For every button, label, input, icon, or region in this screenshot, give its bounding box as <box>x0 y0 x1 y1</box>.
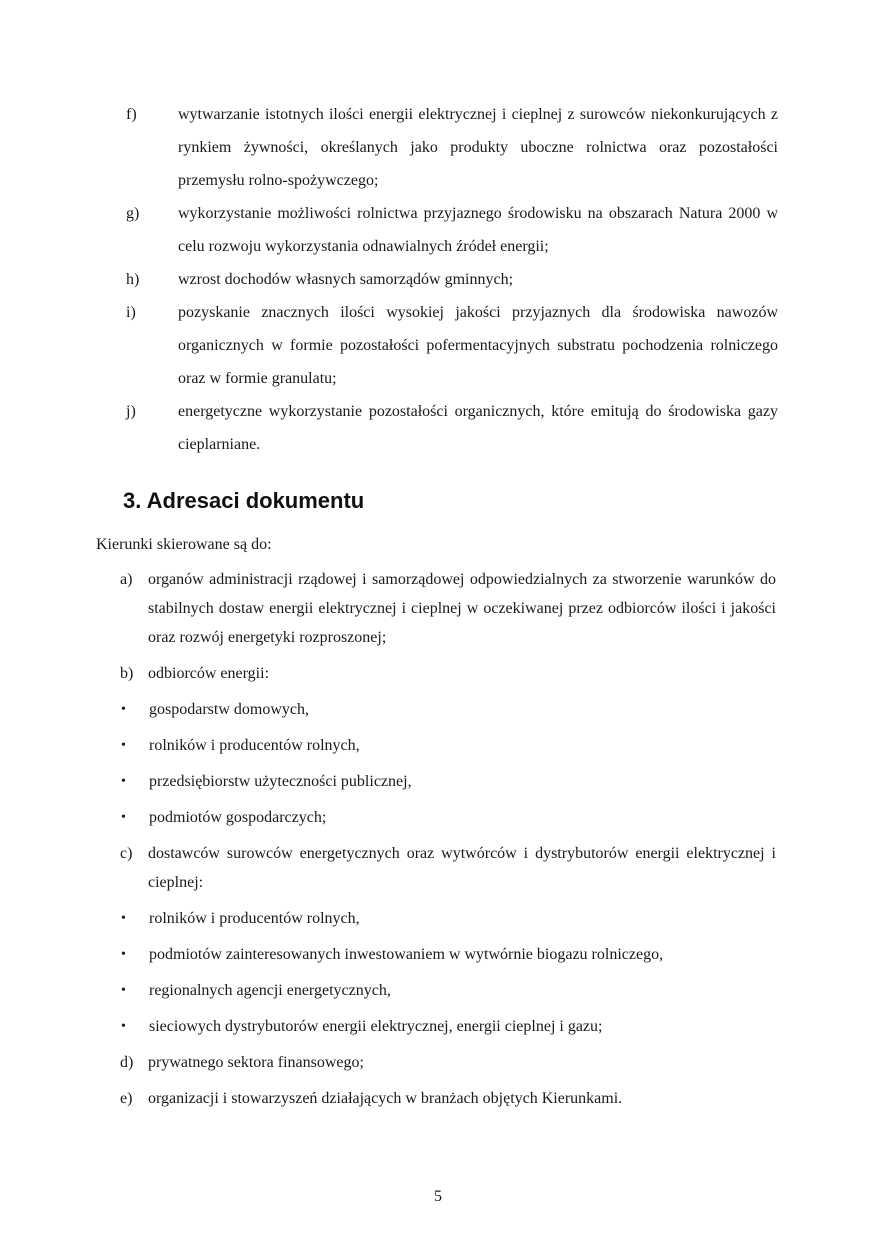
list-item <box>120 1048 776 1077</box>
list-item <box>120 803 776 832</box>
list-marker: d) <box>120 1054 134 1071</box>
list-item <box>120 565 776 652</box>
list-marker: f) <box>126 106 137 123</box>
list-item-text: podmiotów gospodarczych; <box>149 809 327 826</box>
list-item <box>126 98 778 197</box>
list-item-text: regionalnych agencji energetycznych, <box>149 982 391 999</box>
list-marker: a) <box>120 571 133 588</box>
benefits-list <box>126 98 778 461</box>
list-marker: j) <box>126 403 136 420</box>
bullet-icon: • <box>121 738 126 753</box>
list-item <box>126 263 778 296</box>
list-item-text: gospodarstw domowych, <box>149 701 309 718</box>
list-item <box>120 976 776 1005</box>
bullet-icon: • <box>121 774 126 789</box>
list-item-text: prywatnego sektora finansowego; <box>148 1054 364 1071</box>
list-item-text: organów administracji rządowej i samorządowej odpowiedzialnych za stworzenie warunków do stabilnych dostaw energii elektrycznej i cieplnej w oczekiwanej przez odbiorców ilości i jakości oraz rozwój energetyki rozproszonej; <box>148 571 776 646</box>
list-item <box>126 296 778 395</box>
list-marker: e) <box>120 1090 133 1107</box>
list-marker: i) <box>126 304 136 321</box>
addressees-list <box>120 565 776 1120</box>
list-item-text: organizacji i stowarzyszeń działających w branżach objętych Kierunkami. <box>148 1090 623 1107</box>
page-number: 5 <box>434 1188 442 1205</box>
section-intro: Kierunki skierowane są do: <box>96 536 272 553</box>
list-marker: h) <box>126 271 140 288</box>
list-item-text: wzrost dochodów własnych samorządów gminnych; <box>178 271 514 288</box>
bullet-icon: • <box>121 983 126 998</box>
list-item-text: rolników i producentów rolnych, <box>149 910 360 927</box>
list-item-text: podmiotów zainteresowanych inwestowaniem w wytwórnie biogazu rolniczego, <box>149 946 664 963</box>
list-marker: b) <box>120 665 134 682</box>
list-item <box>120 731 776 760</box>
bullet-icon: • <box>121 702 126 717</box>
list-item <box>120 659 776 688</box>
list-item-text: sieciowych dystrybutorów energii elektrycznej, energii cieplnej i gazu; <box>149 1018 603 1035</box>
list-item-text: pozyskanie znacznych ilości wysokiej jakości przyjaznych dla środowiska nawozów organicznych w formie pozostałości pofermentacyjnych substratu pochodzenia rolniczego oraz w formie granulatu; <box>178 304 778 387</box>
list-marker: c) <box>120 845 133 862</box>
list-item <box>120 1012 776 1041</box>
list-item <box>126 395 778 461</box>
list-item-text: wykorzystanie możliwości rolnictwa przyjaznego środowisku na obszarach Natura 2000 w celu rozwoju wykorzystania odnawialnych źródeł energii; <box>178 205 778 255</box>
bullet-icon: • <box>121 1019 126 1034</box>
list-item <box>120 695 776 724</box>
bullet-icon: • <box>121 947 126 962</box>
section-heading: 3. Adresaci dokumentu <box>123 488 365 513</box>
list-item <box>120 767 776 796</box>
list-item <box>120 839 776 897</box>
list-item <box>120 904 776 933</box>
bullet-icon: • <box>121 810 126 825</box>
list-item <box>120 1084 776 1113</box>
list-item-text: energetyczne wykorzystanie pozostałości organicznych, które emitują do środowiska gazy cieplarniane. <box>178 403 778 453</box>
list-marker: g) <box>126 205 140 222</box>
list-item-text: dostawców surowców energetycznych oraz wytwórców i dystrybutorów energii elektrycznej i cieplnej: <box>148 845 776 891</box>
list-item <box>120 940 776 969</box>
bullet-icon: • <box>121 911 126 926</box>
list-item-text: przedsiębiorstw użyteczności publicznej, <box>149 773 412 790</box>
list-item-text: rolników i producentów rolnych, <box>149 737 360 754</box>
list-item-text: wytwarzanie istotnych ilości energii elektrycznej i cieplnej z surowców niekonkurujących z rynkiem żywności, określanych jako produkty uboczne rolnictwa oraz pozostałości przemysłu rolno-spożywczego; <box>178 106 778 189</box>
list-item <box>126 197 778 263</box>
list-item-text: odbiorców energii: <box>148 665 270 682</box>
